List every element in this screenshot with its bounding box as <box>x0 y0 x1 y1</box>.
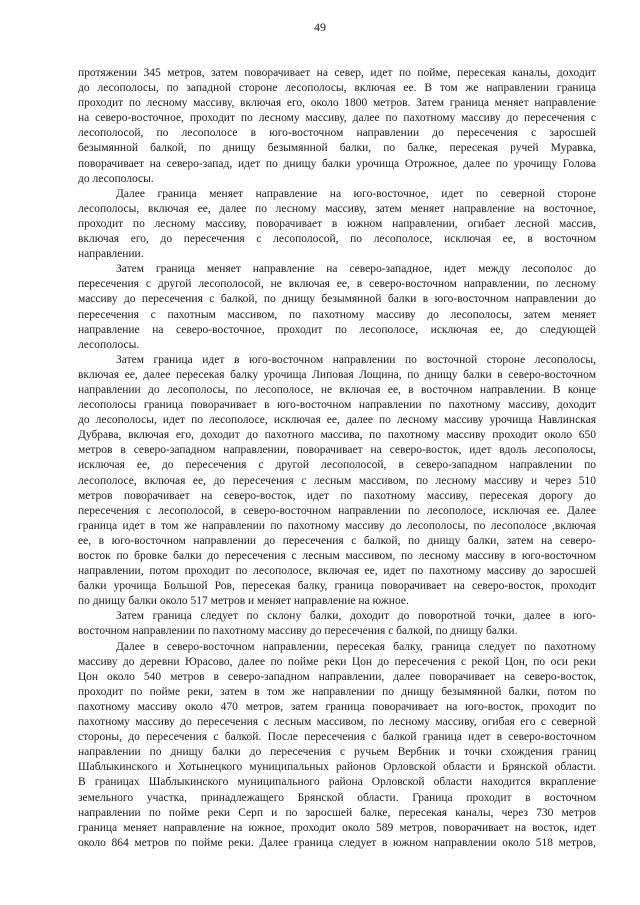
text-line: пахотному массиву около 470 метров, затем граница поворачивает на юго-восток, проходит по <box>78 700 596 713</box>
text-line: проходит по пойме реки, затем в том же направлении по днищу безымянной балки, потом по <box>78 685 596 698</box>
text-line: пересечения с пахотным массивом, по пахотному массиву до лесополосы, затем меняет <box>78 308 596 321</box>
text-line: массиву до пересечения с балкой, по днищу безымянной балки в юго-восточном направлении до <box>78 293 596 306</box>
text-line: восток по бровке балки до пересечения с лесным массивом, по лесному массиву в юго-восточном <box>78 550 596 562</box>
text-line: Далее в северо-восточном направлении, пересекая балку, граница следует по пахотному <box>116 640 596 653</box>
text-line: по днищу балки около 517 метров и меняет направление на южное. <box>78 595 409 608</box>
text-line: Дубрава, включая его, доходит до пахотного массива, по пахотному массиву проходит около 650 <box>78 429 596 442</box>
text-line: проходит по лесному массиву, поворачивает в южном направлении, огибает лесной массив, <box>78 217 596 230</box>
text-line: лесополосы. <box>78 338 140 351</box>
text-line: направлении, потом проходит по лесополосе, включая ее, идет по пахотному массиву до заросшей <box>78 565 596 578</box>
text-line: лесополосе, включая ее, до пересечения с лесным массивом, по лесному массиву и через 510 <box>78 474 596 487</box>
text-line: метров поворачивает на северо-восток, идет по пахотному массиву, пересекая дорогу до <box>78 489 596 502</box>
text-line: метров в северо-западном направлении, поворачивает на северо-восток, идет вдоль лесополосы, <box>78 444 596 457</box>
text-line: включая его, до пересечения с лесополосой, по лесополосе, исключая ее, в восточном <box>78 233 596 246</box>
text-line: направлении до лесополосы, по лесополосе, не включая ее, в восточном направлении. В конце <box>78 383 596 396</box>
text-line: пахотному массиву до пересечения с лесным массивом, по лесному массиву, огибая его с северной <box>78 716 596 729</box>
body-text <box>78 66 596 851</box>
text-line: восточном направлении по пахотному массиву до пересечения с балкой, по днищу балки. <box>78 625 518 638</box>
text-line: направлении по пойме реки Серп и по заросшей балке, пересекая каналы, через 730 метров <box>78 806 596 819</box>
text-line: до лесополосы, по западной стороне лесополосы, включая ее. В том же направлении граница <box>78 82 596 95</box>
text-line: протяжении 345 метров, затем поворачивает на север, идет по пойме, пересекая каналы, доходит <box>78 67 596 79</box>
text-line: лесополосы граница поворачивает в юго-восточном направлении по пахотному массиву, доходит <box>78 399 596 412</box>
page-number: 49 <box>314 20 326 34</box>
text-line: исключая ее, до пересечения с другой лесополосой, в северо-западном направлении по <box>78 459 596 472</box>
text-line: пересечения с другой лесополосой, не включая ее, в северо-восточном направлении, по лесному <box>78 278 596 291</box>
text-line: пересечения с лесополосой, в северо-восточном направлении по лесополосе, исключая ее. Далее <box>78 504 596 517</box>
text-line: направление на северо-восточное, проходит по лесополосе, исключая ее, до следующей <box>78 323 596 336</box>
text-line: граница идет в том же направлении по пахотному массиву до лесополосы, по лесополосе ,включая <box>78 519 596 532</box>
text-line: поворачивает на северо-запад, идет по днищу балки урочища Отрожное, далее по урочищу Голова <box>78 157 596 170</box>
text-line: массиву до деревни Юрасово, далее по пойме реки Цон до пересечения с рекой Цон, по оси реки <box>78 655 596 668</box>
text-line: ее, в юго-восточном направлении до пересечения с балкой, по днищу балки, затем на северо- <box>78 534 596 547</box>
text-line: направлении. <box>78 248 144 261</box>
text-line: Затем граница идет в юго-восточном направлении по восточной стороне лесополосы, <box>116 353 596 366</box>
text-line: направлении по днищу балки до пересечения с ручьем Вербник и точки схождения границ <box>78 746 596 759</box>
text-line: проходит по лесному массиву, включая его, около 1800 метров. Затем граница меняет направление <box>78 97 596 110</box>
text-line: лесополосы, включая ее, далее по лесному массиву, затем меняет направление на восточное, <box>78 202 596 215</box>
text-line: на северо-восточное, проходит по лесному массиву, далее по пахотному массиву до пересечения с <box>78 112 596 125</box>
text-line: Шаблыкинского и Хотынецкого муниципальных районов Орловской области и Брянской области. <box>78 761 596 774</box>
text-line: стороны, до пересечения с балкой. После пересечения с балкой граница идет в северо-восточном <box>78 731 596 744</box>
text-line: В границах Шаблыкинского муниципального района Орловской области находится вкрапление <box>78 776 596 789</box>
text-line: земельного участка, принадлежащего Брянской области. Граница проходит в восточном <box>78 791 596 804</box>
text-line: около 864 метров по пойме реки. Далее граница следует в южном направлении около 518 метров, <box>78 836 596 849</box>
text-line: Далее граница меняет направление на юго-восточное, идет по северной стороне <box>116 187 596 200</box>
text-line: лесополосой, по лесополосе в юго-восточном направлении до пересечения с заросшей <box>78 127 596 140</box>
text-line: Затем граница следует по склону балки, доходит до поворотной точки, далее в юго- <box>116 610 596 623</box>
text-line: до лесополосы, идет по лесополосе, исключая ее, далее по лесному массиву урочища Навлинская <box>78 414 596 427</box>
text-line: Затем граница меняет направление на северо-западное, идет между лесополос до <box>116 263 596 276</box>
text-line: балки урочища Большой Ров, пересекая балку, граница поворачивает на северо-восток, проходит <box>78 580 596 593</box>
text-line: до лесополосы. <box>78 172 154 185</box>
text-line: включая ее, далее пересекая балку урочища Липовая Лощина, по днищу балки в северо-восточном <box>78 368 596 381</box>
text-line: граница меняет направление на южное, проходит около 589 метров, поворачивает на восток, идет <box>78 821 596 834</box>
text-line: Цон около 540 метров в северо-западном направлении, далее поворачивает на северо-восток, <box>78 670 596 683</box>
text-line: безымянной балкой, по днищу безымянной балки, по балке, пересекая ручей Муравка, <box>78 142 596 155</box>
